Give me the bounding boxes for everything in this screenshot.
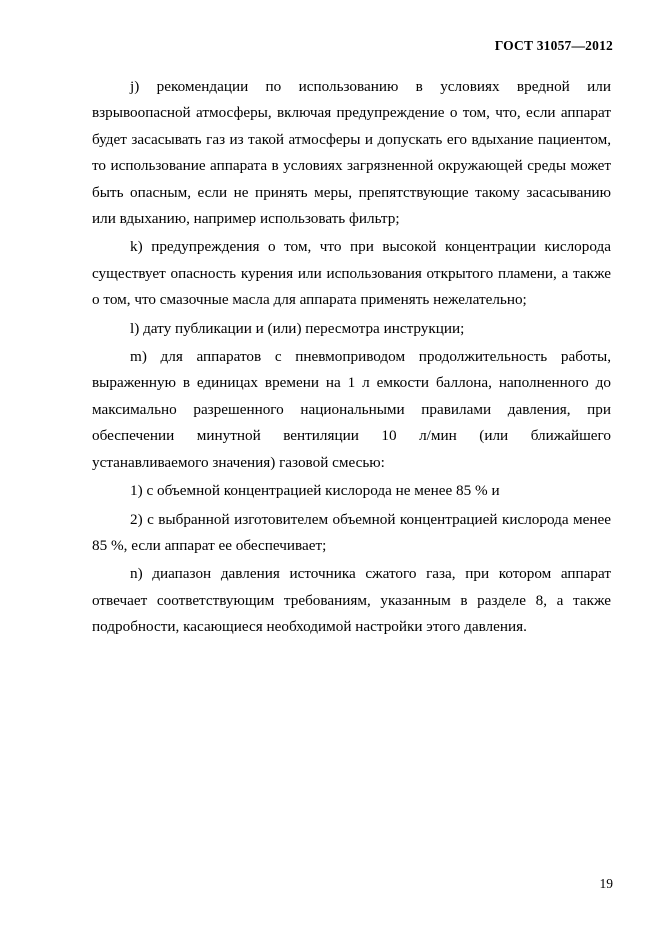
sub-item-2: 2) с выбранной изготовителем объемной концентрацией кислорода менее 85 %, если аппарат ее обеспечивает;: [92, 510, 611, 554]
list-item-n: n) диапазон давления источника сжатого газа, при котором аппарат отвечает соответствующим требованиям, указанным в разделе 8, а также подробности, касающиеся необходимой настройки этого давления.: [92, 565, 611, 636]
list-item-m: m) для аппаратов с пневмоприводом продолжительность работы, выраженную в единицах времени на 1 л емкости баллона, наполненного до максимально разрешенного национальными правилами давления, при обеспечении минутной вентиляции 10 л/мин (или ближайшего устанавливаемого значения) газовой смесью:: [92, 348, 611, 471]
document-header: ГОСТ 31057—2012: [494, 38, 613, 53]
list-item-k: k) предупреждения о том, что при высокой концентрации кислорода существует опасность курения или использования открытого пламени, а также о том, что смазочные масла для аппарата применять нежелательно;: [92, 238, 611, 309]
sub-item-1: 1) с объемной концентрацией кислорода не менее 85 % и: [130, 482, 500, 500]
list-item-l: l) дату публикации и (или) пересмотра инструкции;: [130, 319, 465, 337]
page-number: 19: [599, 876, 613, 891]
list-item-j: j) рекомендации по использованию в условиях вредной или взрывоопасной атмосферы, включая предупреждение о том, что, если аппарат будет засасывать газ из такой атмосферы и допускать его вдыхание пациентом, то использование аппарата в условиях загрязненной окружающей среды может быть опасным, если не принять меры, препятствующие такому засасыванию или вдыханию, например использовать фильтр;: [92, 78, 611, 228]
document-body: [92, 74, 611, 641]
